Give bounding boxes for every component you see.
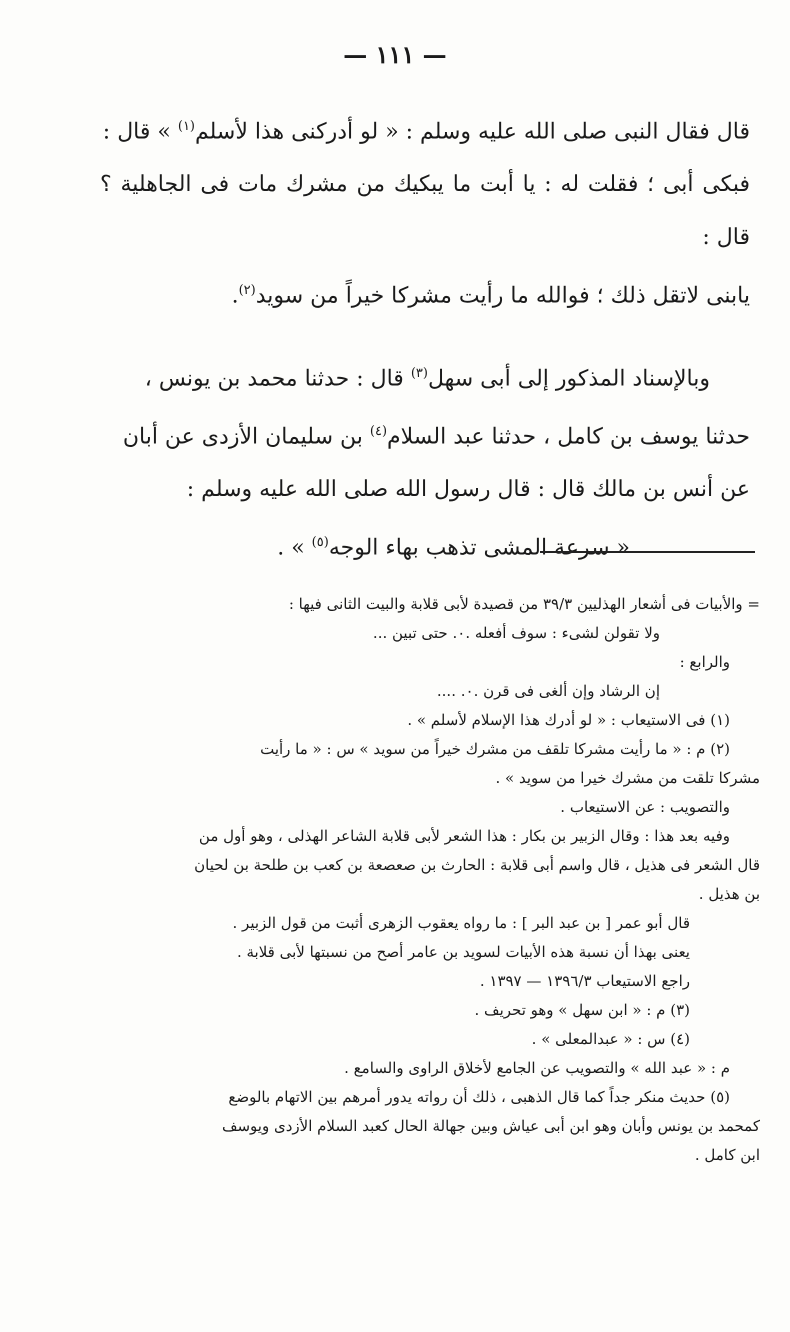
text-span: وبالإسناد المذكور إلى أبى سهل	[427, 365, 710, 391]
footnote-line: (٢) م : « ما رأيت مشركا تلقف من مشرك خيراً من سويد » س : « ما رأيت	[260, 740, 730, 758]
footnote-line: وفيه بعد هذا : وقال الزبير بن بكار : هذا الشعر لأبى قلابة الشاعر الهذلى ، وهو أول من	[198, 827, 730, 845]
footnote-line: قال الشعر فى هذيل ، قال واسم أبى قلابة : الحارث بن صعصعة بن كعب بن طلحة بن لحيان	[194, 856, 760, 874]
footnote-line: م : « عبد الله » والتصويب عن الجامع لأخلاق الراوى والسامع .	[344, 1059, 730, 1077]
footnote-line: (١) فى الاستيعاب : « لو أدرك هذا الإسلام لأسلم » .	[407, 711, 730, 729]
footnote-line: كمحمد بن يونس وأبان وهو ابن أبى عياش وبين جهالة الحال كعبد السلام الأزدى ويوسف	[221, 1117, 760, 1135]
footnote-line: (٥) حديث منكر جداً كما قال الذهبى ، ذلك أن رواته يدور أمرهم بين الاتهام بالوضع	[228, 1088, 730, 1106]
footnote-line: والتصويب : عن الاستيعاب .	[560, 798, 730, 816]
footnote-separator	[540, 551, 755, 553]
footnote-line: قال أبو عمر [ بن عبد البر ] : ما رواه يعقوب الزهرى أثبت من قول الزبير .	[232, 914, 690, 932]
text-span: يابنى لاتقل ذلك ؛ فوالله ما رأيت مشركا خيراً من سويد	[255, 283, 750, 309]
text-span: » .	[277, 535, 305, 561]
text-span: « سرعة المشى تذهب بهاء الوجه	[328, 535, 630, 561]
text-span: قال : حدثنا محمد بن يونس ،	[144, 365, 404, 391]
main-line: عن أنس بن مالك قال : قال رسول الله صلى الله عليه وسلم :	[186, 477, 750, 503]
footnote-line: ولا تقولن لشىء : سوف أفعله .٠. حتى تبين ...	[372, 624, 660, 642]
main-line	[100, 347, 750, 405]
footnote-ref-3[interactable]: (٣)	[410, 365, 428, 381]
footnote-line: راجع الاستيعاب ١٣٩٦/٣ — ١٣٩٧ .	[479, 972, 690, 990]
main-line: فبكى أبى ؛ فقلت له : يا أبت ما يبكيك من مشرك مات فى الجاهلية ؟ قال :	[100, 172, 750, 251]
footnote-ref-1[interactable]: (١)	[177, 119, 195, 134]
footnote-line: والرابع :	[679, 653, 730, 671]
hadith-quote	[100, 516, 750, 574]
footnote-line: ابن كامل .	[694, 1146, 760, 1164]
page-number: — ١١١ —	[343, 40, 447, 69]
footnotes	[100, 590, 760, 1170]
text-span: بن سليمان الأزدى عن أبان	[122, 424, 363, 450]
main-line	[100, 100, 750, 158]
main-text	[100, 100, 750, 575]
footnote-line: إن الرشاد وإن ألغى فى قرن .٠. ....	[436, 682, 660, 700]
text-span: .	[231, 283, 239, 309]
footnote-line: يعنى بهذا أن نسبة هذه الأبيات لسويد بن عامر أصح من نسبتها لأبى قلابة .	[236, 943, 690, 961]
footnote-ref-2[interactable]: (٢)	[238, 283, 256, 299]
main-line	[100, 405, 750, 463]
text-span: » قال :	[102, 119, 171, 145]
text-span: قال فقال النبى صلى الله عليه وسلم : « لو أدركنى هذا لأسلم	[195, 119, 750, 145]
footnote-line: (٤) س : « عبدالمعلى » .	[531, 1030, 690, 1048]
footnote-line: بن هذيل .	[698, 885, 760, 903]
footnote-line: = والأبيات فى أشعار الهذليين ٣٩/٣ من قصيدة لأبى قلابة والبيت الثانى فيها :	[288, 595, 760, 613]
footnote-ref-5[interactable]: (٥)	[311, 535, 329, 551]
main-line	[100, 264, 750, 322]
text-span: حدثنا يوسف بن كامل ، حدثنا عبد السلام	[387, 424, 750, 450]
footnote-ref-4[interactable]: (٤)	[369, 423, 388, 439]
footnote-line: مشركا تلقت من مشرك خيرا من سويد » .	[495, 769, 760, 787]
footnote-line: (٣) م : « ابن سهل » وهو تحريف .	[474, 1001, 690, 1019]
